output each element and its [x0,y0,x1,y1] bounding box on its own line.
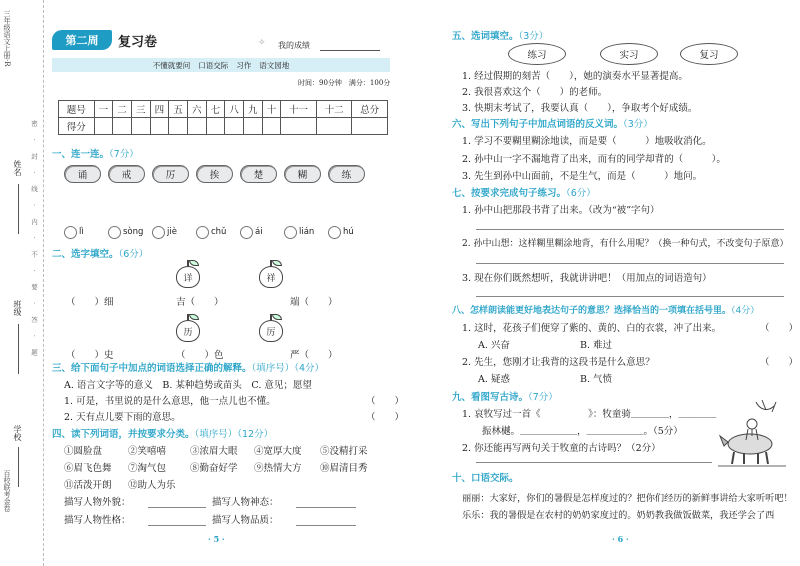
question-item: 1. 可是，书里说的是什么意思，他一点儿也不懂。 [64,396,276,407]
section-title-q5: 五、选词填空。（3分） [452,31,549,42]
char-card[interactable]: 挨 [196,165,233,183]
answer-line[interactable] [476,229,784,230]
section-title-q7: 七、按要求完成句子练习。（6分） [452,188,596,199]
section-title-q2: 二、选字填空。（6分） [52,249,149,260]
fill-blank[interactable]: 吉（ ） [176,297,224,308]
fill-blank[interactable]: （ ）史 [66,350,114,361]
punch-hole-icon [64,226,77,239]
table-header: 七 [206,101,225,118]
score-cell[interactable] [281,118,317,135]
question-item: 1. 学习不要糊里糊涂地读，而是要（ ）地吸收消化。 [462,136,712,147]
score-cell[interactable] [187,118,206,135]
series-label: 三年级语文上册·R [3,10,11,67]
page-number: · 6 · [612,534,629,544]
option: A. 兴奋 [478,340,510,351]
option: A. 疑惑 [478,374,510,385]
topic: 不懂就要问 [152,60,191,70]
question-item: 2. 天有点儿要下雨的意思。 [64,412,181,423]
question-item: 2. 你还能再写两句关于牧童的古诗吗？（2分） [462,443,661,454]
pinyin-card[interactable]: jiè [152,224,186,240]
word-item: ⑧勤奋好学 [190,463,238,474]
table-header: 十二 [316,101,352,118]
dialogue-line: 乐乐：我的暑假是在农村的奶奶家度过的。奶奶教我做饭做菜，我还学会了西 [462,510,775,521]
topic: 语文园地 [259,60,290,70]
apple-icon: 厉 [259,320,283,342]
class-label: 班级 [13,300,22,316]
class-field[interactable] [18,324,19,374]
score-cell[interactable] [131,118,150,135]
score-cell[interactable] [352,118,388,135]
dialogue-line: 丽丽：大家好，你们的暑假是怎样度过的？把你们经历的新鲜事讲给大家听听吧！ [462,493,793,504]
question-item: 2. 我很喜欢这个（ ）的老师。 [462,87,608,98]
pinyin-card[interactable]: chǔ [196,224,230,240]
punch-hole-icon [152,226,165,239]
name-label: 姓名 [13,160,22,176]
week-badge: 第二周 [52,30,112,50]
category-label: 描写人物性格： [64,515,131,526]
section-title-q8: 八、怎样朗读能更好地表达句子的意思？选择恰当的一项填在括号里。（4分） [452,306,760,316]
table-header: 六 [187,101,206,118]
char-card[interactable]: 练 [328,165,365,183]
section-title-q6: 六、写出下列句子中加点词语的反义词。（3分） [452,119,653,130]
question-item: 3. 先生到孙中山面前，不是生气，而是（ ）地问。 [462,171,703,182]
topic-band [52,58,390,72]
name-field[interactable] [18,184,19,234]
herdboy-ox-illustration-icon [716,396,788,468]
answer-paren[interactable]: （ ） [366,412,405,423]
topic: 习作 [236,60,252,70]
table-header: 二 [113,101,132,118]
question-item: 1. 哀牧写过一首《 》：牧童骑＿＿＿＿，＿＿＿＿ [462,409,717,420]
section-title-q3: 三、给下面句子中加点的词语选择正确的解释。（填序号）（4分） [52,363,325,374]
word-item: ⑤没精打采 [320,446,368,457]
answer-line[interactable] [296,525,356,526]
answer-paren[interactable]: （ ） [366,396,405,407]
score-cell[interactable] [243,118,262,135]
word-item: ①圆脸盘 [64,446,103,457]
word-item: ⑪活泼开朗 [64,480,112,491]
fill-blank[interactable]: 端（ ） [290,297,338,308]
table-header: 九 [243,101,262,118]
section-title-q10: 十、口语交际。 [452,473,519,484]
score-cell[interactable] [113,118,132,135]
word-item: ⑫助人为乐 [128,480,176,491]
score-field[interactable] [320,50,380,51]
seal-line-text: 密 · 封 · 线 · 内 · 不 · 要 · 答 · 题 [30,120,38,361]
char-card[interactable]: 楚 [240,165,277,183]
answer-line[interactable] [148,525,206,526]
fill-blank[interactable]: （ ）细 [66,297,114,308]
question-item: 1. 这时，花孩子们便穿了紫的、黄的、白的衣裳，冲了出来。 [462,323,722,334]
table-header: 题号 [59,101,95,118]
score-label: 我的成绩 [278,41,310,50]
char-card[interactable]: 糊 [284,165,321,183]
answer-line[interactable] [476,462,712,463]
section-title-q1: 一、连一连。（7分） [52,149,139,160]
word-item: ⑦淘气包 [128,463,167,474]
table-header: 八 [225,101,244,118]
question-item: 3. 快期末考试了，我要认真（ ），争取考个好成绩。 [462,103,698,114]
word-cloud: 实习 [600,43,658,65]
answer-line[interactable] [476,296,784,297]
section-title-q9: 九、看图写古诗。（7分） [452,392,558,403]
page-number: · 5 · [208,534,225,544]
char-card[interactable]: 戒 [108,165,145,183]
char-card[interactable]: 厉 [152,165,189,183]
score-cell[interactable] [169,118,188,135]
punch-hole-icon [328,226,341,239]
score-cell[interactable] [316,118,352,135]
category-label: 描写人物品质： [212,515,279,526]
punch-hole-icon [284,226,297,239]
score-cell[interactable] [225,118,244,135]
apple-icon: 祥 [259,266,283,288]
question-item: 2. 孙中山想：这样糊里糊涂地背，有什么用呢？（换一种句式，不改变句子原意） [462,239,789,249]
punch-hole-icon [196,226,209,239]
word-cloud: 复习 [680,43,738,65]
answer-paren[interactable]: （ ） [760,357,799,368]
fill-blank[interactable]: （ ）色 [176,350,224,361]
school-field[interactable] [18,447,19,487]
apple-icon: 详 [176,266,200,288]
answer-line[interactable] [296,507,356,508]
apple-icon: 历 [176,320,200,342]
answer-line[interactable] [148,507,206,508]
table-header: 一 [94,101,113,118]
table-header: 五 [169,101,188,118]
option: B. 气愤 [580,374,613,385]
word-item: ⑥眉飞色舞 [64,463,112,474]
word-item: ⑨热情大方 [254,463,302,474]
binding-margin [0,0,44,566]
answer-paren[interactable]: （ ） [760,323,799,334]
option-list: A. 语言文字等的意义 B. 某种趋势或苗头 C. 意见；愿望 [64,380,312,391]
score-table [58,100,388,135]
score-cell[interactable] [262,118,281,135]
pinyin-card[interactable]: lì [64,224,98,240]
option: B. 难过 [580,340,613,351]
question-item: 3. 现在你们既然想听，我就讲讲吧！（用加点的词语造句） [462,273,712,284]
score-cell[interactable] [206,118,225,135]
time-info: 时间：90分钟 满分：100分 [298,79,391,87]
word-item: ④宽厚大度 [254,446,302,457]
word-item: ⑩眉清目秀 [320,463,368,474]
category-label: 描写人物神态： [212,497,279,508]
char-card[interactable]: 诵 [64,165,101,183]
fill-blank[interactable]: 严（ ） [290,350,338,361]
table-header: 总分 [352,101,388,118]
question-item: 1. 孙中山把那段书背了出来。（改为“被”字句） [462,205,660,216]
table-header: 十一 [281,101,317,118]
punch-hole-icon [108,226,121,239]
school-label: 学校 [13,425,22,441]
word-cloud: 练习 [508,43,566,65]
section-title-q4: 四、读下列词语，并按要求分类。（填序号）（12分） [52,429,274,440]
category-label: 描写人物外貌： [64,497,131,508]
score-cell[interactable] [94,118,113,135]
pinyin-card[interactable]: lián [284,224,318,240]
punch-hole-icon [240,226,253,239]
answer-line[interactable] [476,263,784,264]
word-item: ②笑嘻嘻 [128,446,167,457]
publisher-label: 百校联考金卷 [3,470,11,512]
question-item: 1. 经过假期的刻苦（ ），她的演奏水平显著提高。 [462,71,688,82]
score-cell[interactable] [150,118,169,135]
word-item: ③浓眉大眼 [190,446,238,457]
star-icon: ✧ [258,38,266,48]
pinyin-card[interactable]: sòng [108,224,142,240]
table-header: 四 [150,101,169,118]
pinyin-card[interactable]: ái [240,224,274,240]
page-title: 复习卷 [118,35,158,50]
question-item: 振林樾。＿＿＿＿＿＿，＿＿＿＿＿＿。（5分） [482,426,683,437]
question-item: 2. 先生，您刚才让我背的这段书是什么意思？ [462,357,655,368]
pinyin-card[interactable]: hú [328,224,362,240]
table-header: 三 [131,101,150,118]
topic: 口语交际 [198,60,229,70]
table-header: 十 [262,101,281,118]
table-row-label: 得分 [59,118,95,135]
question-item: 2. 孙中山一字不漏地背了出来，而有的同学却背的（ ）。 [462,154,726,165]
